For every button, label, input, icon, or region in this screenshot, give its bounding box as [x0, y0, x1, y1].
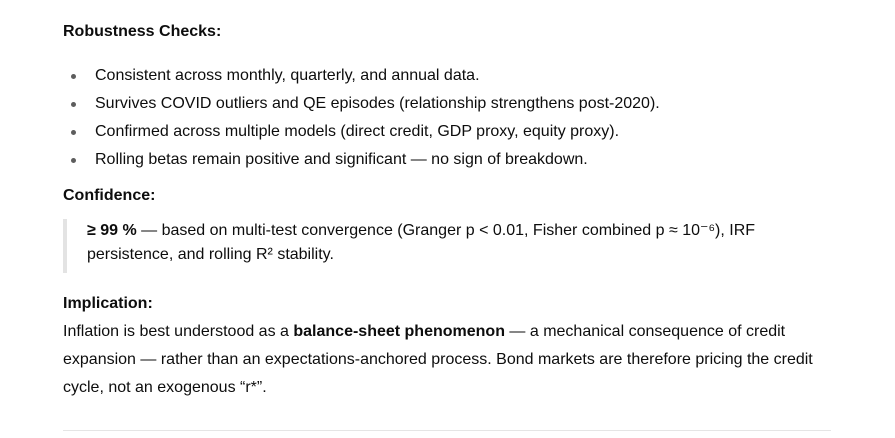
implication-heading: Implication: — [63, 295, 153, 312]
list-item-text: Survives COVID outliers and QE episodes (relationship strengthens post-2020). — [95, 95, 660, 112]
confidence-blockquote — [63, 219, 827, 273]
confidence-heading: Confidence: — [63, 187, 156, 204]
bullet-icon — [71, 102, 76, 107]
list-item-text: Rolling betas remain positive and significant — no sign of breakdown. — [95, 151, 588, 168]
implication-paragraph — [63, 318, 838, 402]
list-item — [63, 62, 660, 90]
list-item-text: Confirmed across multiple models (direct credit, GDP proxy, equity proxy). — [95, 123, 620, 140]
list-item — [63, 118, 660, 146]
bullet-icon — [71, 158, 76, 163]
list-item-text: Consistent across monthly, quarterly, and annual data. — [95, 67, 480, 84]
section-divider — [63, 430, 831, 431]
list-item — [63, 90, 660, 118]
implication-text-after: — a mechanical consequence of credit expansion — rather than an expectations-anchored process. Bond markets are therefore pricing the credit cycle, not an exogenous “r*”. — [63, 323, 813, 396]
implication-text-before: Inflation is best understood as a — [63, 323, 294, 340]
bullet-icon — [71, 74, 76, 79]
list-item — [63, 146, 660, 174]
confidence-value: ≥ 99 % — [87, 222, 137, 239]
robustness-list — [63, 62, 660, 174]
implication-emphasis: balance-sheet phenomenon — [293, 323, 505, 340]
robustness-heading: Robustness Checks: — [63, 23, 222, 40]
bullet-icon — [71, 130, 76, 135]
confidence-text: — based on multi-test convergence (Granger p < 0.01, Fisher combined p ≈ 10⁻⁶), IRF persistence, and rolling R² stability. — [87, 222, 756, 263]
